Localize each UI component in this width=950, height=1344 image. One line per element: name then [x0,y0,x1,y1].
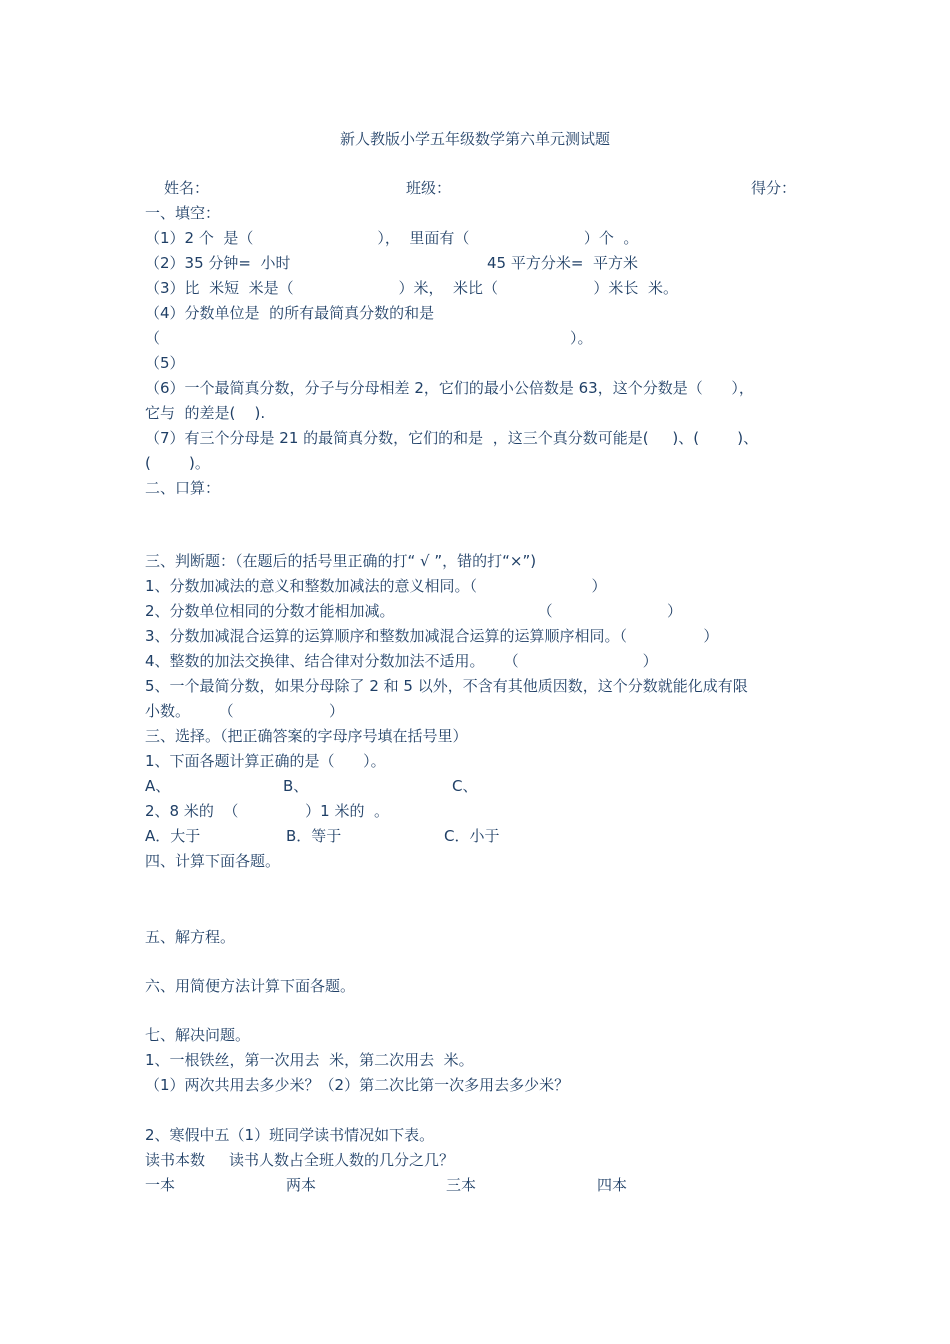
section-equation-heading: 五、解方程。 [145,928,236,946]
judge-q3: 3、分数加减混合运算的运算顺序和整数加减混合运算的运算顺序相同。（ ） [145,627,719,645]
table-header-fraction: 读书人数占全班人数的几分之几？ [229,1151,455,1169]
fill-q3: （3）比 米短 米是（ ）米， 米比（ ）米长 米。 [145,279,678,297]
choice-q1-option-a: A、 [145,777,171,795]
table-cell: 两本 [286,1176,317,1194]
choice-q1: 1、下面各题计算正确的是（ ）。 [145,752,386,770]
choice-q1-option-b: B、 [283,777,309,795]
table-cell: 一本 [145,1176,176,1194]
section-fill-heading: 一、填空： [145,204,221,222]
table-header-books: 读书本数 [145,1151,206,1169]
page-title: 新人教版小学五年级数学第六单元测试题 [339,130,610,148]
judge-q2: 2、分数单位相同的分数才能相加减。 （ ） [145,602,683,620]
section-judge-heading: 三、判断题：（在题后的括号里正确的打“ √ ”，错的打“×”) [145,552,537,570]
fill-q2b: 45 平方分米= 平方米 [487,254,638,272]
judge-q1: 1、分数加减法的意义和整数加减法的意义相同。（ ） [145,577,607,595]
fill-q1: （1）2 个 是（ ）， 里面有（ ）个 。 [145,229,639,247]
class-label: 班级： [406,179,452,197]
score-label: 得分： [751,179,797,197]
fill-q5: （5） [145,354,185,372]
table-cell: 四本 [597,1176,628,1194]
section-choice-heading: 三、选择。（把正确答案的字母序号填在括号里） [145,727,468,745]
section-oral-heading: 二、口算： [145,479,221,497]
choice-q2-option-c: C．小于 [444,827,500,845]
choice-q2: 2、8 米的 （ ）1 米的 。 [145,802,389,820]
table-cell: 三本 [446,1176,477,1194]
section-calc-heading: 四、计算下面各题。 [145,852,281,870]
fill-q2a: （2）35 分钟= 小时 [145,254,291,272]
section-simplify-heading: 六、用简便方法计算下面各题。 [145,977,356,995]
section-problem-heading: 七、解决问题。 [145,1026,251,1044]
fill-q6b: 它与 的差是( ). [145,404,266,422]
fill-q6a: （6）一个最简真分数，分子与分母相差 2，它们的最小公倍数是 63，这个分数是（ ）， [145,379,754,397]
judge-q5b: 小数。 （ ） [145,702,344,720]
problem-q1: 1、一根铁丝，第一次用去 米，第二次用去 米。 [145,1051,474,1069]
choice-q2-option-a: A．大于 [145,827,201,845]
fill-q4b: （ ）。 [145,329,593,347]
judge-q5a: 5、一个最简分数，如果分母除了 2 和 5 以外，不含有其他质因数，这个分数就能化成有限 [145,677,748,695]
choice-q2-option-b: B．等于 [286,827,342,845]
problem-q1-sub: （1）两次共用去多少米？（2）第二次比第一次多用去多少米？ [145,1076,570,1094]
problem-q2: 2、寒假中五（1）班同学读书情况如下表。 [145,1126,435,1144]
judge-q4: 4、整数的加法交换律、结合律对分数加法不适用。 （ ） [145,652,658,670]
name-label: 姓名： [164,179,210,197]
fill-q7a: （7）有三个分母是 21 的最简真分数，它们的和是 ，这三个真分数可能是( )、( )、 [145,429,759,447]
choice-q1-option-c: C、 [452,777,478,795]
fill-q4a: （4）分数单位是 的所有最简真分数的和是 [145,304,435,322]
fill-q7b: ( )。 [145,454,210,472]
